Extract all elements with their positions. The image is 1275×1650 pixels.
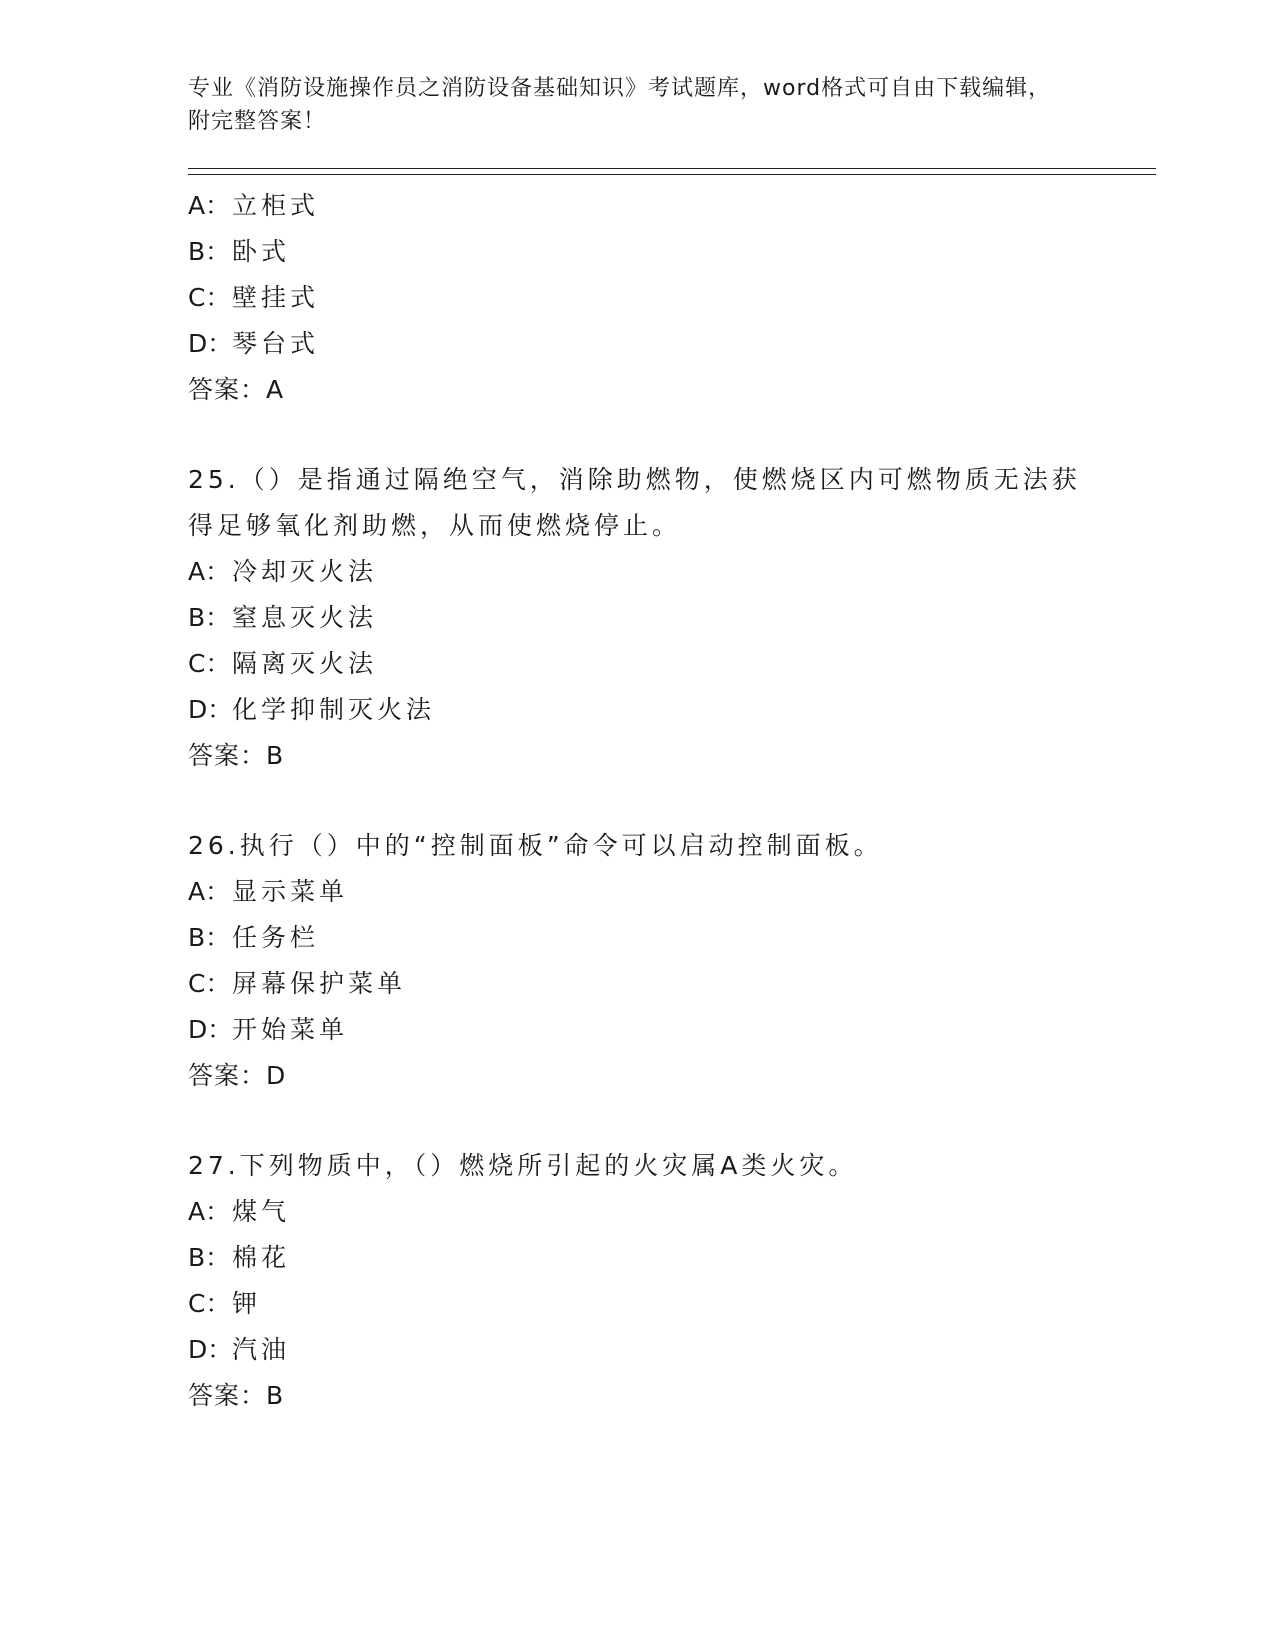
option-text: 卧式 — [232, 237, 291, 266]
option-d — [188, 1327, 1156, 1373]
option-d — [188, 321, 1156, 367]
option-letter: B： — [188, 1243, 231, 1272]
option-d — [188, 687, 1156, 733]
option-text: 钾 — [232, 1289, 262, 1318]
option-text: 窒息灭火法 — [232, 603, 378, 632]
option-text: 立柜式 — [232, 191, 320, 220]
question-25 — [188, 457, 1156, 779]
partial-question — [188, 183, 1156, 413]
option-b — [188, 915, 1156, 961]
option-letter: D： — [188, 329, 233, 358]
answer-line: 答案：B — [188, 1381, 285, 1410]
option-text: 棉花 — [232, 1243, 291, 1272]
option-letter: B： — [188, 237, 231, 266]
question-text: 26.执行（）中的“控制面板”命令可以启动控制面板。 — [188, 831, 883, 860]
option-letter: C： — [188, 649, 231, 678]
question-text: 27.下列物质中，（）燃烧所引起的火灾属A类火灾。 — [188, 1151, 858, 1180]
option-letter: A： — [188, 557, 231, 586]
option-letter: C： — [188, 283, 231, 312]
option-letter: B： — [188, 923, 231, 952]
question-text: 25.（）是指通过隔绝空气，消除助燃物，使燃烧区内可燃物质无法获得足够氧化剂助燃，从而使燃烧停止。 — [188, 465, 1081, 540]
answer-line: 答案：B — [188, 741, 285, 770]
option-text: 汽油 — [232, 1335, 291, 1364]
option-a — [188, 1189, 1156, 1235]
option-text: 隔离灭火法 — [232, 649, 378, 678]
header-divider — [188, 168, 1156, 175]
option-c — [188, 961, 1156, 1007]
option-a — [188, 869, 1156, 915]
page-header: 专业《消防设施操作员之消防设备基础知识》考试题库，word格式可自由下载编辑，附完整答案！ — [188, 76, 1052, 134]
document-page — [188, 72, 1156, 1419]
option-c — [188, 641, 1156, 687]
option-text: 冷却灭火法 — [232, 557, 378, 586]
option-c — [188, 275, 1156, 321]
option-a — [188, 183, 1156, 229]
option-text: 开始菜单 — [232, 1015, 349, 1044]
option-a — [188, 549, 1156, 595]
option-text: 琴台式 — [232, 329, 320, 358]
option-letter: A： — [188, 191, 231, 220]
option-letter: B： — [188, 603, 231, 632]
option-text: 壁挂式 — [232, 283, 320, 312]
option-letter: D： — [188, 695, 233, 724]
option-text: 煤气 — [232, 1197, 291, 1226]
option-d — [188, 1007, 1156, 1053]
answer-line: 答案：A — [188, 375, 285, 404]
option-letter: C： — [188, 969, 231, 998]
question-26 — [188, 823, 1156, 1099]
option-text: 显示菜单 — [232, 877, 349, 906]
option-letter: D： — [188, 1335, 233, 1364]
option-letter: D： — [188, 1015, 233, 1044]
option-c — [188, 1281, 1156, 1327]
option-b — [188, 229, 1156, 275]
option-letter: A： — [188, 1197, 231, 1226]
option-text: 屏幕保护菜单 — [232, 969, 407, 998]
option-text: 任务栏 — [232, 923, 320, 952]
question-27 — [188, 1143, 1156, 1419]
option-letter: A： — [188, 877, 231, 906]
option-letter: C： — [188, 1289, 231, 1318]
answer-line: 答案：D — [188, 1061, 287, 1090]
option-b — [188, 595, 1156, 641]
option-b — [188, 1235, 1156, 1281]
option-text: 化学抑制灭火法 — [232, 695, 436, 724]
